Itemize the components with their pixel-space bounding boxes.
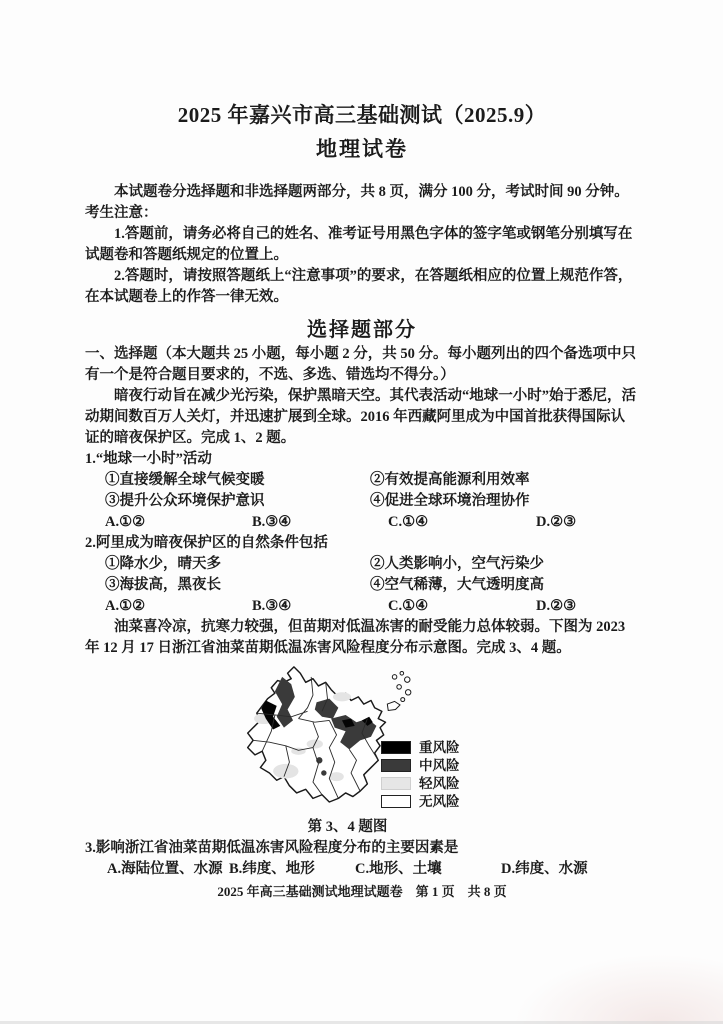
map-legend — [381, 740, 460, 812]
q2-answer-d: D.②③ — [536, 598, 577, 614]
page-footer: 2025 年高三基础测试地理试题卷 第 1 页 共 8 页 — [217, 884, 507, 899]
question-2-options-row-1 — [85, 554, 639, 575]
legend-row-light — [381, 776, 460, 791]
q1-answer-a: A.①② — [105, 514, 146, 530]
legend-label: 无风险 — [419, 794, 460, 809]
exam-intro: 本试题卷分选择题和非选择题两部分，共 8 页，满分 100 分，考试时间 90 分钟。 — [114, 184, 629, 200]
q2-answer-a: A.①② — [105, 598, 146, 614]
notice-item-2: 2.答题时，请按照答题纸上“注意事项”的要求，在答题纸相应的位置上规范作答，在本试题卷上的作答一律无效。 — [85, 268, 633, 305]
question-2-options-row-2 — [85, 575, 639, 596]
q1-answer-d: D.②③ — [536, 514, 577, 530]
section-heading: 选择题部分 — [307, 319, 417, 341]
notice-heading: 考生注意： — [85, 205, 158, 221]
page-title: 2025 年嘉兴市高三基础测试（2025.9） — [177, 103, 547, 127]
legend-row-medium — [381, 758, 460, 773]
q3-answer-b: B.纬度、地形 — [229, 861, 315, 877]
passage-1: 暗夜行动旨在减少光污染，保护黑暗天空。其代表活动“地球一小时”始于悉尼，活动期间数百万人关灯，并迅速扩展到全球。2016 年西藏阿里成为中国首批获得国际认证的暗夜保护区。完成 1、2 题。 — [85, 388, 636, 446]
q3-answer-c: C.地形、土壤 — [355, 861, 442, 877]
risk-map-figure — [85, 664, 639, 816]
legend-label: 轻风险 — [419, 776, 460, 791]
legend-label: 中风险 — [419, 758, 460, 773]
question-1-stem: 1.“地球一小时”活动 — [85, 451, 212, 467]
q1-option-1: ①直接缓解全球气候变暖 — [105, 472, 265, 488]
section-instructions: 一、选择题（本大题共 25 小题，每小题 2 分，共 50 分。每小题列出的四个备选项中只有一个是符合题目要求的，不选、多选、错选均不得分。） — [85, 346, 636, 383]
legend-label: 重风险 — [419, 740, 460, 755]
q2-answer-c: C.①④ — [388, 598, 429, 614]
passage-2: 油菜喜冷凉，抗寒力较强，但苗期对低温冻害的耐受能力总体较弱。下图为 2023 年 12 月 17 日浙江省油菜苗期低温冻害风险程度分布示意图。完成 3、4 题。 — [85, 619, 626, 656]
figure-caption: 第 3、4 题图 — [307, 819, 388, 835]
question-1-options-row-2 — [85, 491, 639, 512]
light-risk-swatch — [381, 777, 411, 790]
heavy-risk-swatch — [381, 741, 411, 754]
q1-answer-b: B.③④ — [252, 514, 292, 530]
q3-answer-a: A.海陆位置、水源 — [107, 861, 223, 877]
medium-risk-swatch — [381, 759, 411, 772]
q2-answer-b: B.③④ — [252, 598, 292, 614]
q1-option-2: ②有效提高能源利用效率 — [370, 472, 530, 488]
islands — [387, 671, 411, 710]
q1-answer-c: C.①④ — [388, 514, 429, 530]
page-subtitle: 地理试卷 — [316, 137, 408, 161]
q2-option-1: ①降水少，晴天多 — [105, 556, 221, 572]
q3-answer-d: D.纬度、水源 — [501, 861, 588, 877]
q1-option-3: ③提升公众环境保护意识 — [105, 493, 265, 509]
question-2-answers-row — [85, 596, 639, 617]
q2-option-2: ②人类影响小，空气污染少 — [370, 556, 544, 572]
q2-option-4: ④空气稀薄，大气透明度高 — [370, 577, 544, 593]
no-risk-swatch — [381, 795, 411, 808]
legend-row-heavy — [381, 740, 460, 755]
q1-option-4: ④促进全球环境治理协作 — [370, 493, 530, 509]
question-2-stem: 2.阿里成为暗夜保护区的自然条件包括 — [85, 535, 328, 551]
scan-artifact — [513, 954, 723, 1024]
legend-row-none — [381, 794, 460, 809]
notice-item-1: 1.答题前，请务必将自己的姓名、准考证号用黑色字体的签字笔或钢笔分别填写在试题卷和答题纸规定的位置上。 — [85, 226, 633, 263]
q2-option-3: ③海拔高，黑夜长 — [105, 577, 221, 593]
question-3-stem: 3.影响浙江省油菜苗期低温冻害风险程度分布的主要因素是 — [85, 840, 459, 856]
question-1-answers-row — [85, 512, 639, 533]
question-3-answers-row — [85, 859, 639, 880]
question-1-options-row-1 — [85, 470, 639, 491]
